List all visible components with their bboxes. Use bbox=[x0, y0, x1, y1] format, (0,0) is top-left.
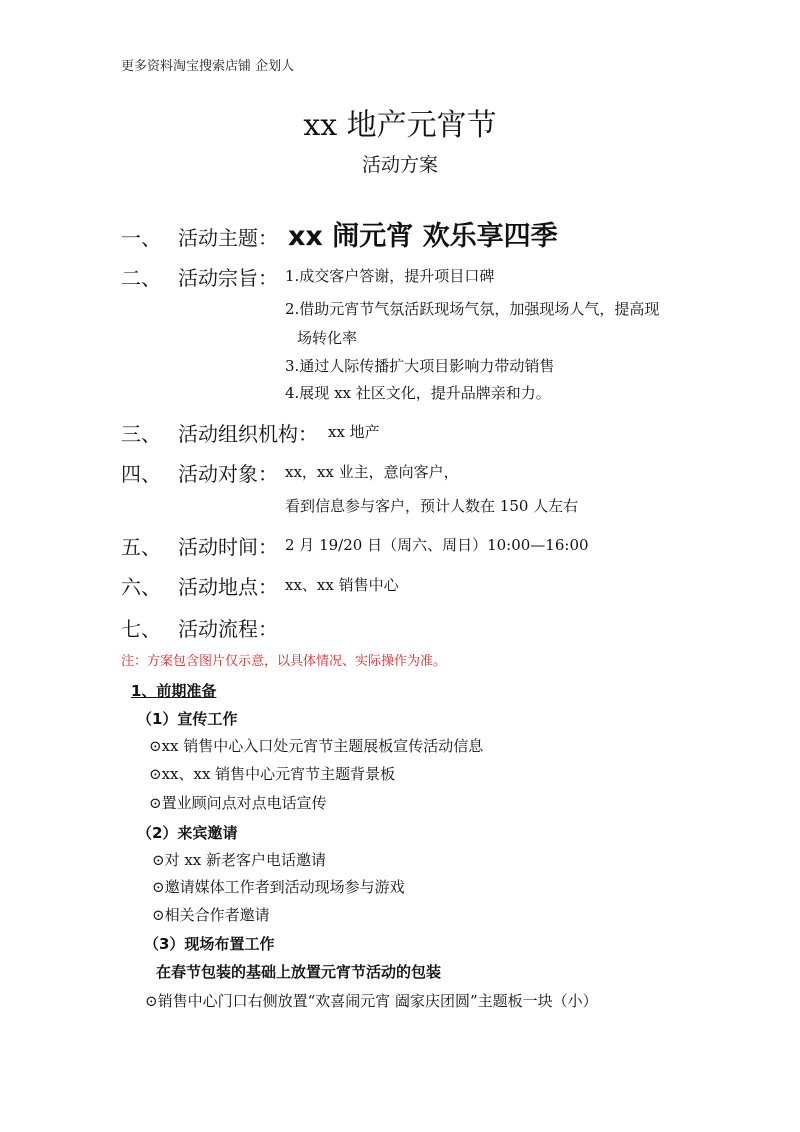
org-content: xx 地产 bbox=[328, 423, 380, 441]
section-1-label: 活动主题： bbox=[178, 226, 278, 250]
publicity-item: ⊙xx 销售中心入口处元宵节主题展板宣传活动信息 bbox=[149, 737, 484, 755]
publicity-item: ⊙置业顾问点对点电话宣传 bbox=[149, 794, 327, 812]
invite-heading: （2）来宾邀请 bbox=[137, 824, 238, 842]
header-note: 更多资料淘宝搜索店铺 企划人 bbox=[121, 59, 295, 74]
time-content: 2 月 19/20 日（周六、周日）10:00—16:00 bbox=[285, 536, 589, 554]
section-5-label: 活动时间： bbox=[178, 535, 278, 559]
publicity-heading: （1）宣传工作 bbox=[137, 710, 238, 728]
purpose-item: 2.借助元宵节气氛活跃现场气氛，加强现场人气，提高现 bbox=[285, 300, 660, 318]
section-6-number: 六、 bbox=[121, 575, 161, 599]
disclaimer-note: 注：方案包含图片仅示意，以具体情况、实际操作为准。 bbox=[121, 654, 447, 669]
purpose-item: 1.成交客户答谢，提升项目口碑 bbox=[285, 267, 495, 285]
layout-heading: （3）现场布置工作 bbox=[144, 935, 275, 953]
target-line: 看到信息参与客户，预计人数在 150 人左右 bbox=[285, 497, 579, 515]
purpose-item: 3.通过人际传播扩大项目影响力带动销售 bbox=[285, 357, 555, 375]
section-4-label: 活动对象： bbox=[178, 462, 278, 486]
invite-item: ⊙邀请媒体工作者到活动现场参与游戏 bbox=[152, 878, 405, 896]
publicity-item: ⊙xx、xx 销售中心元宵节主题背景板 bbox=[149, 765, 396, 783]
prep-heading: 1、前期准备 bbox=[131, 682, 217, 700]
section-6-label: 活动地点： bbox=[178, 575, 278, 599]
document-title: xx 地产元宵节 bbox=[303, 108, 497, 143]
section-7-label: 活动流程： bbox=[178, 617, 278, 641]
target-line: xx，xx 业主，意向客户， bbox=[285, 463, 459, 481]
invite-item: ⊙相关合作者邀请 bbox=[152, 906, 270, 924]
purpose-item: 4.展现 xx 社区文化，提升品牌亲和力。 bbox=[285, 384, 551, 402]
section-2-label: 活动宗旨： bbox=[178, 266, 278, 290]
section-1-theme: xx 闹元宵 欢乐享四季 bbox=[288, 221, 558, 252]
section-3-number: 三、 bbox=[121, 422, 161, 446]
section-2-number: 二、 bbox=[121, 266, 161, 290]
section-5-number: 五、 bbox=[121, 535, 161, 559]
layout-item: ⊙销售中心门口右侧放置“欢喜闹元宵 阖家庆团圆”主题板一块（小） bbox=[145, 992, 598, 1010]
section-7-number: 七、 bbox=[121, 617, 161, 641]
section-1-number: 一、 bbox=[121, 226, 161, 250]
layout-description: 在春节包装的基础上放置元宵节活动的包装 bbox=[156, 963, 442, 981]
section-4-number: 四、 bbox=[121, 462, 161, 486]
purpose-item: 场转化率 bbox=[297, 329, 358, 347]
invite-item: ⊙对 xx 新老客户电话邀请 bbox=[152, 851, 327, 869]
document-subtitle: 活动方案 bbox=[361, 154, 438, 176]
section-3-label: 活动组织机构： bbox=[178, 422, 318, 446]
place-content: xx、xx 销售中心 bbox=[285, 576, 399, 594]
